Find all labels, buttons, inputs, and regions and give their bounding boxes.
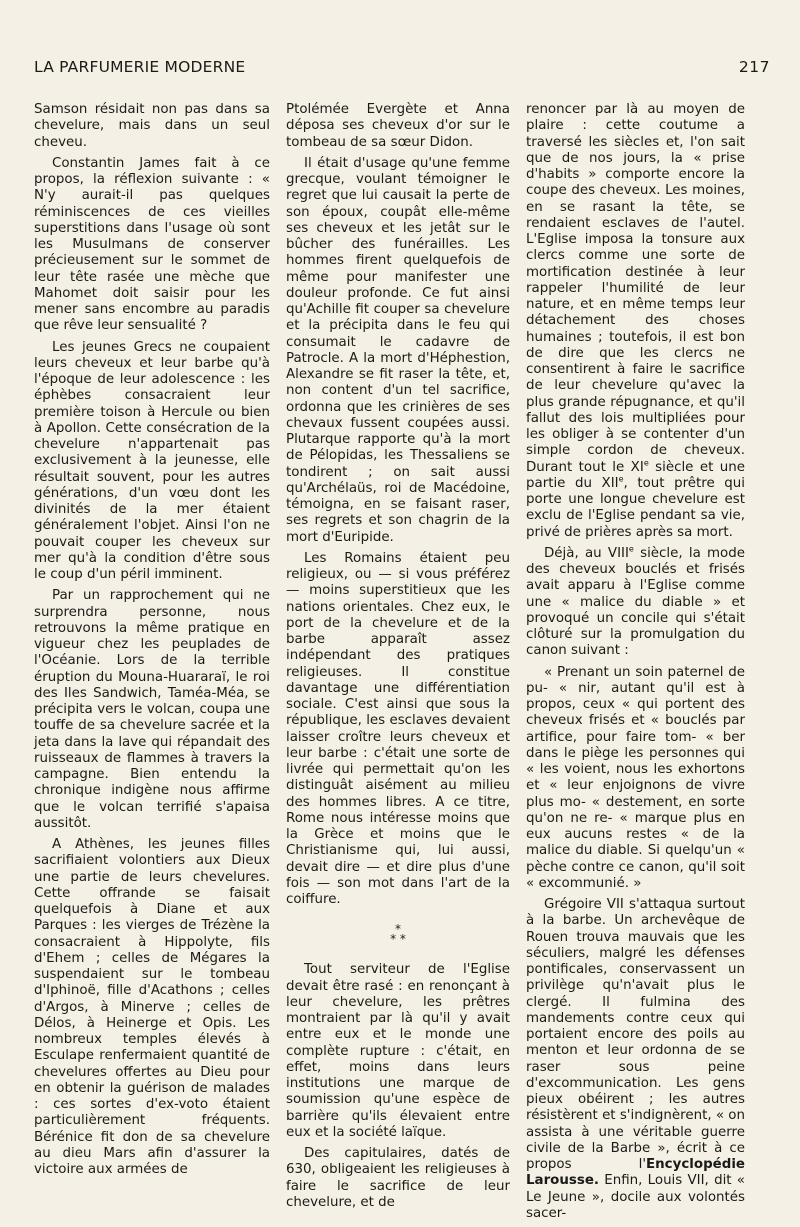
paragraph: Les jeunes Grecs ne coupaient leurs cheveux et leur barbe qu'à l'époque de leur adolescence : les éphèbes consacraient leur première toison à Hercule ou bien à Apollon. Cette consécration de la chevelure n'appartenait pas exclusivement à la jeunesse, elle résultait souvent, pour les autres générations, d'un vœu dont les divinités de la mer étaient généralement l'objet. Ainsi l'on ne pouvait couper les cheveux sur mer qu'à la condition d'être sous le coup d'un péril imminent. [34,339,270,582]
paragraph: renoncer par là au moyen de plaire : cette coutume a traversé les siècles et, l'on sait que de nos jours, la « prise d'habits » comporte encore la coupe des cheveux. Les moines, en se rasant la tête, se rendaient esclaves de l'autel. L'Eglise imposa la tonsure aux clercs comme une sorte de mortification destinée à leur rappeler l'humilité de leur nature, et en même temps leur détachement des choses humaines ; toutefois, il est bon de dire que les clercs ne consentirent à faire le sacrifice de leur chevelure qu'avec la plus grande répugnance, et qu'il fallut des lois multipliées pour les obliger à se contenter d'un simple cordon de cheveux. Durant tout le XIe siècle et une partie du XIIe, tout prêtre qui porte une longue chevelure est exclu de l'Eglise pendant sa vie, privé de prières après sa mort. [526,102,746,540]
text-column-3 [526,102,745,1227]
paragraph: Par un rapprochement qui ne surprendra personne, nous retrouvons la même pratique en vigueur chez les peuplades de l'Océanie. Lors de la terrible éruption du Mouna-Huararaï, le roi des Iles Sandwich, Taméa-Méa, se précipita vers le volcan, coupa une touffe de sa chevelure sacrée et la jeta dans la lave qui répandait des ruisseaux de flammes à travers la campagne. Bien entendu la chronique indigène nous affirme que le volcan terrifié s'apaisa aussitôt. [34,588,270,831]
paragraph: Tout serviteur de l'Eglise devait être rasé : en renonçant à leur chevelure, les prêtres montraient par là qu'il y avait entre eux et le monde une complète rupture : c'était, en effet, moins dans leurs institutions une marque de soumission qu'une espèce de barrière qu'ils élevaient entre eux et la société laïque. [286,962,510,1140]
page-number: 217 [738,58,770,76]
asterism-divider: * * * [390,922,406,947]
paragraph: Ptolémée Evergète et Anna déposa ses cheveux d'or sur le tombeau de sa sœur Didon. [286,102,510,150]
paragraph: Samson résidait non pas dans sa chevelure, mais dans un seul cheveu. [34,102,270,150]
text-column-2 [286,102,510,1216]
page-header [34,58,770,82]
text-column-1 [34,102,270,1183]
canon-quote: « Prenant un soin paternel de pu- « nir, autant qu'il est à propos, ceux « qui portent des cheveux frisés et « bouclés par artifice, pour faire tom- « ber dans le piège les personnes qui « les voient, nous les exhortons et « leur enjoignons de vivre plus mo- « destement, en sorte qu'on ne re- « marque plus en eux aucuns restes « de la malice du diable. Si quelqu'un « pèche contre ce canon, qu'il soit « excommunié. » [526,664,745,891]
paragraph: Constantin James fait à ce propos, la réflexion suivante : « N'y aurait-il pas quelques réminiscences de ces vieilles superstitions dans l'usage où sont les Musulmans de conserver précieusement sur le sommet de leur tête rasée une mèche que Mahomet doit saisir pour les mener sans encombre au paradis que rêve leur sensualité ? [34,155,270,334]
paragraph: Des capitulaires, datés de 630, obligeaient les religieuses à faire le sacrifice de leur chevelure, et de [286,1146,510,1210]
paragraph: Les Romains étaient peu religieux, ou — si vous préférez — moins superstitieux que les nations orientales. Chez eux, le port de la chevelure et de la barbe apparaît assez indépendant des pratiques religieuses. Il constitue davantage une différentiation sociale. C'est ainsi que sous la république, les esclaves devaient laisser croître leurs cheveux et leur barbe : c'était une sorte de livrée qui permettait qu'on les distinguât aisément au milieu des hommes libres. A ce titre, Rome nous intéresse moins que la Grèce et moins que le Christianisme qui, lui aussi, devait dire — et dire plus d'une fois — son mot dans l'art de la coiffure. [286,550,510,907]
paragraph: A Athènes, les jeunes filles sacrifiaient volontiers aux Dieux une partie de leurs chevelures. Cette offrande se faisait quelquefois à Diane et aux Parques : les vierges de Trézène la consacraient à Hippolyte, fils d'Ehem ; celles de Mégares la suspendaient sur le tombeau d'Iphinoë, fille d'Acathons ; celles d'Argos, à Minerve ; celles de Délos, à Heinerge et Opis. Les nombreux temples élevés à Esculape renfermaient quantité de chevelures offertes au Dieu pour en obtenir la guérison de malades : ces sortes d'ex-voto étaient particulièrement fréquents. Bérénice fit don de sa chevelure au dieu Mars afin d'assurer la victoire aux armées de [34,837,270,1177]
paragraph: Déjà, au VIIIe siècle, la mode des cheveux bouclés et frisés avait apparu à l'Eglise comme une « malice du diable » et provoqué un concile qui s'était clôturé sur la promulgation du canon suivant : [526,544,745,659]
running-title: LA PARFUMERIE MODERNE [34,58,246,76]
paragraph: Grégoire VII s'attaqua surtout à la barbe. Un archevêque de Rouen trouva mauvais que les séculiers, malgré les défenses pontificales, conservassent un privilège qu'n'avait plus le clergé. Il fulmina des mandements contre ceux qui portaient encore des poils au menton et leur ordonna de se raser sous peine d'excommunication. Les gens pieux obéirent ; les autres résistèrent et s'indignèrent, « on assista à une véritable guerre civile de la Barbe », écrit à ce propos l'Encyclopédie Larousse. Enfin, Louis VII, dit « Le Jeune », docile aux volontés sacer- [526,897,745,1221]
paragraph: Il était d'usage qu'une femme grecque, voulant témoigner le regret que lui causait la perte de son époux, coupât elle-même ses cheveux et les jetât sur le bûcher des funérailles. Les hommes firent quelquefois de même pour manifester une douleur profonde. Ce fut ainsi qu'Achille fit couper sa chevelure et la précipita dans le feu qui consumait le cadavre de Patrocle. A la mort d'Héphestion, Alexandre se fit raser la tête, et, non content d'un tel sacrifice, ordonna que les crinières de ses chevaux fussent coupées aussi. Plutarque rapporte qu'à la mort de Pélopidas, les Thessaliens se tondirent ; on sait aussi qu'Archélaüs, roi de Macédoine, témoigna, en se faisant raser, ses regrets et son chagrin de la mort d'Euripide. [286,155,510,545]
encyclopedie-reference: Encyclopédie Larousse. [526,1157,745,1189]
